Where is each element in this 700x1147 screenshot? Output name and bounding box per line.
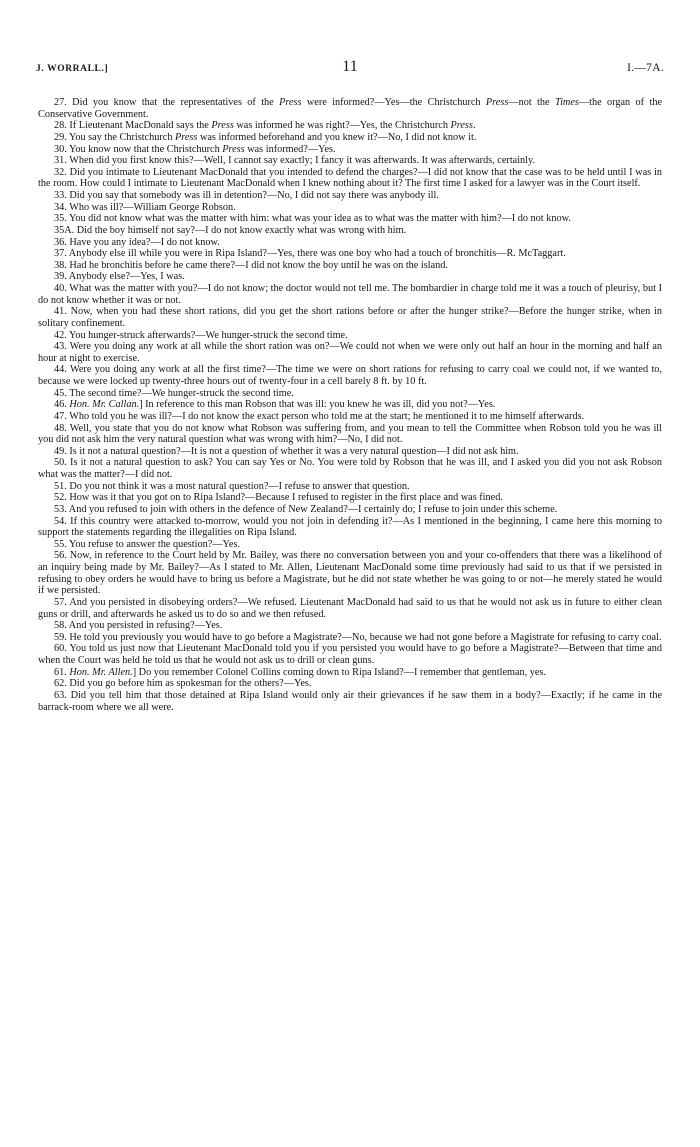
- witness-name: J. WORRALL.]: [36, 64, 109, 74]
- question-answer-paragraph: 61. Hon. Mr. Allen.] Do you remember Colonel Collins coming down to Ripa Island?—I remember that gentleman, yes.: [54, 666, 547, 678]
- question-answer-paragraph: 48. Well, you state that you do not know what Robson was suffering from, and you mean to tell the Committee when Robson told you he was ill you did not ask him the very natural question what was wrong with him?—No, I did not.: [38, 422, 662, 446]
- question-answer-paragraph: 52. How was it that you got on to Ripa Island?—Because I refused to register in the first place and was fined.: [54, 492, 503, 504]
- question-answer-paragraph: 49. Is it not a natural question?—It is not a question of whether it was a very natural question—I did not ask him.: [54, 445, 519, 457]
- question-answer-paragraph: 45. The second time?—We hunger-struck the second time.: [54, 387, 294, 399]
- question-answer-paragraph: 46. Hon. Mr. Callan.] In reference to this man Robson that was ill: you knew he was ill, did you not?—Yes.: [54, 399, 496, 411]
- question-answer-paragraph: 57. And you persisted in disobeying orders?—We refused. Lieutenant MacDonald had said to us that he would not ask us in future to either clean guns or drill, and afterwards he asked us to do so and we then refused.: [38, 596, 662, 620]
- question-answer-paragraph: 37. Anybody else ill while you were in Ripa Island?—Yes, there was one boy who had a touch of bronchitis—R. McTaggart.: [54, 248, 566, 260]
- page-number: 11: [342, 58, 358, 75]
- page-header: [36, 58, 664, 78]
- question-answer-paragraph: 43. Were you doing any work at all while the short ration was on?—We could not when we were only out half an hour in the morning and half an hour at night to exercise.: [38, 341, 662, 364]
- testimony-text: [38, 97, 662, 713]
- question-answer-paragraph: 29. You say the Christchurch Press was informed beforehand and you knew it?—No, I did not know it.: [54, 131, 477, 143]
- question-answer-paragraph: 27. Did you know that the representatives of the Press were informed?—Yes—the Christchurch Press—not the Times—the organ of the Conservative Government.: [38, 97, 662, 120]
- question-answer-paragraph: 50. Is it not a natural question to ask? You can say Yes or No. You were told by Robson that he was ill, and I asked you did you not ask Robson what was the matter?—I did not.: [38, 457, 662, 480]
- question-answer-paragraph: 44. Were you doing any work at all the first time?—The time we were on short rations for refusing to carry coal we could not, if we wanted to, because we were locked up twenty-three hours out of twenty-four in a cell barely 8 ft. by 10 ft.: [38, 364, 662, 387]
- question-answer-paragraph: 41. Now, when you had these short rations, did you get the short rations before or after the hunger strike?—Before the hunger strike, when in solitary confinement.: [38, 306, 662, 329]
- question-answer-paragraph: 39. Anybody else?—Yes, I was.: [54, 271, 185, 283]
- question-answer-paragraph: 33. Did you say that somebody was ill in detention?—No, I did not say there was anybody ill.: [54, 190, 439, 201]
- question-answer-paragraph: 56. Now, in reference to the Court held by Mr. Bailey, was there no conversation between you and your co-offenders that there was a likelihood of an inquiry being made by Mr. Bailey?—As I stated to Mr. Allen, Lieutenant MacDonald some time previously had said to us that if we persisted in refusing to obey orders he would have to bring us before a Magistrate, but he did not state whether he was going to or not—he merely stated he would if we persisted.: [38, 550, 662, 597]
- paper-reference: I.—7A.: [627, 62, 664, 74]
- question-answer-paragraph: 35. You did not know what was the matter with him: what was your idea as to what was the matter with him?—I do not know.: [54, 213, 571, 225]
- question-answer-paragraph: 34. Who was ill?—William George Robson.: [54, 201, 236, 213]
- question-answer-paragraph: 54. If this country were attacked to-morrow, would you not join in defending it?—As I mentioned in the beginning, I came here this morning to support the statements regarding the illegalities on Ripa Island.: [38, 515, 662, 539]
- question-answer-paragraph: 62. Did you go before him as spokesman for the others?—Yes.: [54, 678, 312, 690]
- question-answer-paragraph: 28. If Lieutenant MacDonald says the Press was informed he was right?—Yes, the Christchurch Press.: [54, 120, 476, 132]
- question-answer-paragraph: 58. And you persisted in refusing?—Yes.: [54, 620, 223, 632]
- question-answer-paragraph: 42. You hunger-struck afterwards?—We hunger-struck the second time.: [54, 329, 348, 341]
- question-answer-paragraph: 63. Did you tell him that those detained at Ripa Island would only air their grievances if he saw them in a body?—Exactly; if he came in the barrack-room where we all were.: [38, 689, 662, 713]
- question-answer-paragraph: 53. And you refused to join with others in the defence of New Zealand?—I certainly do; I refuse to join under this scheme.: [54, 503, 558, 515]
- question-answer-paragraph: 32. Did you intimate to Lieutenant MacDonald that you intended to defend the charges?—I did not know that the case was to be held until I was in the room. How could I intimate to Lieutenant MacDonald when I knew nothing about it? The first time I asked for a lawyer was in the Court itself.: [38, 166, 662, 190]
- question-answer-paragraph: 35A. Did the boy himself not say?—I do not know exactly what was wrong with him.: [54, 224, 407, 236]
- question-answer-paragraph: 38. Had he bronchitis before he came there?—I did not know the boy until he was on the island.: [54, 259, 448, 271]
- question-answer-paragraph: 51. Do you not think it was a most natural question?—I refuse to answer that question.: [54, 480, 410, 492]
- question-answer-paragraph: 47. Who told you he was ill?—I do not know the exact person who told me at the start; he mentioned it to me himself afterwards.: [54, 410, 585, 422]
- question-answer-paragraph: 30. You know now that the Christchurch Press was informed?—Yes.: [54, 143, 336, 155]
- question-answer-paragraph: 55. You refuse to answer the question?—Yes.: [54, 538, 241, 550]
- question-answer-paragraph: 31. When did you first know this?—Well, I cannot say exactly; I fancy it was afterwards. It was afterwards, certainly.: [54, 155, 536, 167]
- question-answer-paragraph: 60. You told us just now that Lieutenant MacDonald told you if you persisted you would have to go before a Magistrate?—Between that time and when the Court was held he told us that he would not ask us to drill or clean guns.: [38, 643, 662, 666]
- question-answer-paragraph: 40. What was the matter with you?—I do not know; the doctor would not tell me. The bombardier in charge told me it was a touch of pleurisy, but I do not know whether it was or not.: [38, 283, 662, 306]
- question-answer-paragraph: 59. He told you previously you would have to go before a Magistrate?—No, because we had not gone before a Magistrate for refusing to carry coal.: [54, 631, 662, 643]
- question-answer-paragraph: 36. Have you any idea?—I do not know.: [54, 236, 220, 248]
